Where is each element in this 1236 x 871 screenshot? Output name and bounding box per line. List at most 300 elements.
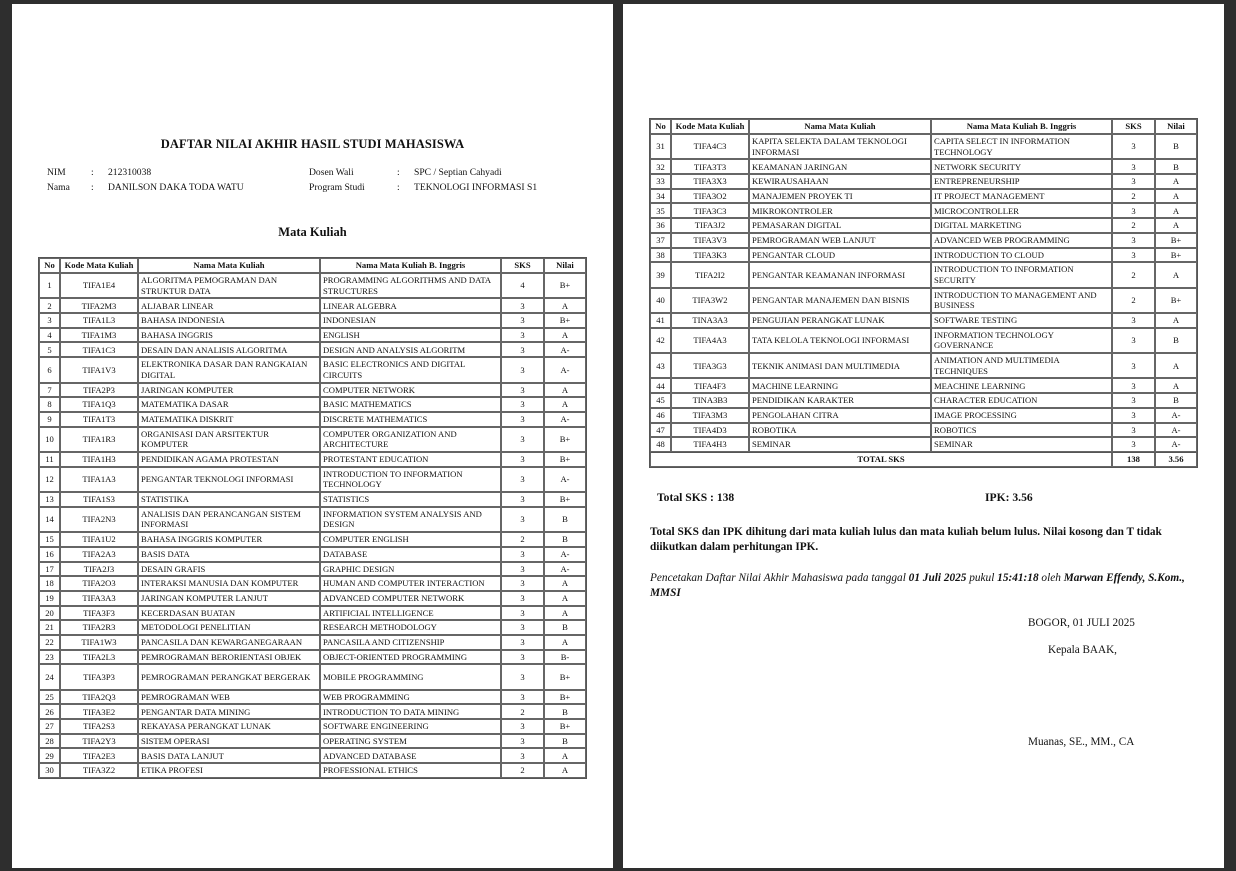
cell-sks: 3 <box>501 562 544 577</box>
cell-grade: A <box>544 576 586 591</box>
cell-name-en: HUMAN AND COMPUTER INTERACTION <box>320 576 501 591</box>
cell-no: 34 <box>650 189 671 204</box>
cell-no: 48 <box>650 437 671 452</box>
separator: : <box>397 167 400 178</box>
signature-place-date: BOGOR, 01 JULI 2025 <box>1028 617 1135 629</box>
cell-no: 47 <box>650 423 671 438</box>
cell-no: 21 <box>39 620 60 635</box>
cell-sks: 3 <box>1112 203 1155 218</box>
cell-name-en: RESEARCH METHODOLOGY <box>320 620 501 635</box>
header-name: Nama Mata Kuliah <box>749 119 931 134</box>
cell-sks: 3 <box>501 342 544 357</box>
cell-grade: A <box>1155 378 1197 393</box>
cell-no: 19 <box>39 591 60 606</box>
printed-by: Marwan Effendy, S.Kom., MMSI <box>650 572 1185 599</box>
cell-grade: B <box>544 507 586 532</box>
print-note-prefix: Pencetakan Daftar Nilai Akhir Mahasiswa pada tanggal <box>650 572 909 584</box>
separator: : <box>397 182 400 193</box>
cell-code: TIFA4C3 <box>671 134 749 159</box>
cell-no: 24 <box>39 664 60 689</box>
total-sks: 138 <box>1112 452 1155 467</box>
cell-grade: B+ <box>544 427 586 452</box>
cell-name-en: MOBILE PROGRAMMING <box>320 664 501 689</box>
cell-sks: 2 <box>1112 189 1155 204</box>
cell-no: 1 <box>39 273 60 298</box>
cell-no: 28 <box>39 734 60 749</box>
cell-sks: 3 <box>501 576 544 591</box>
cell-grade: B <box>1155 159 1197 174</box>
cell-no: 17 <box>39 562 60 577</box>
print-time: 15:41:18 <box>997 572 1039 584</box>
cell-no: 41 <box>650 313 671 328</box>
cell-name-en: INTRODUCTION TO INFORMATION SECURITY <box>931 262 1112 287</box>
cell-name: BAHASA INGGRIS <box>138 328 320 343</box>
cell-grade: B <box>1155 328 1197 353</box>
cell-name-en: LINEAR ALGEBRA <box>320 298 501 313</box>
cell-name: PENGANTAR MANAJEMEN DAN BISNIS <box>749 288 931 313</box>
cell-grade: A- <box>544 412 586 427</box>
cell-no: 4 <box>39 328 60 343</box>
cell-grade: A <box>1155 174 1197 189</box>
table-row <box>650 189 1197 204</box>
table-row <box>650 423 1197 438</box>
table-row <box>39 620 586 635</box>
table-row <box>39 690 586 705</box>
cell-no: 18 <box>39 576 60 591</box>
cell-no: 22 <box>39 635 60 650</box>
table-body <box>39 273 586 778</box>
cell-no: 26 <box>39 704 60 719</box>
cell-grade: A- <box>1155 423 1197 438</box>
total-row <box>650 452 1197 467</box>
table-row <box>39 492 586 507</box>
cell-no: 14 <box>39 507 60 532</box>
cell-name-en: COMPUTER NETWORK <box>320 383 501 398</box>
cell-sks: 3 <box>1112 328 1155 353</box>
table-header-row <box>39 258 586 273</box>
table-row <box>39 635 586 650</box>
cell-name-en: INDONESIAN <box>320 313 501 328</box>
cell-sks: 3 <box>501 650 544 665</box>
cell-name: ALGORITMA PEMOGRAMAN DAN STRUKTUR DATA <box>138 273 320 298</box>
cell-no: 20 <box>39 606 60 621</box>
cell-grade: B- <box>544 650 586 665</box>
cell-code: TIFA3K3 <box>671 248 749 263</box>
table-row <box>39 397 586 412</box>
grades-table-page-1 <box>38 257 587 779</box>
cell-no: 6 <box>39 357 60 382</box>
cell-sks: 2 <box>501 532 544 547</box>
cell-name: PEMROGRAMAN PERANGKAT BERGERAK <box>138 664 320 689</box>
cell-no: 39 <box>650 262 671 287</box>
cell-name: PENDIDIKAN AGAMA PROTESTAN <box>138 452 320 467</box>
nim-label: NIM <box>47 167 66 178</box>
cell-name: PEMROGRAMAN BERORIENTASI OBJEK <box>138 650 320 665</box>
cell-name: ROBOTIKA <box>749 423 931 438</box>
cell-code: TIFA1M3 <box>60 328 138 343</box>
cell-sks: 3 <box>1112 248 1155 263</box>
cell-name-en: COMPUTER ENGLISH <box>320 532 501 547</box>
cell-name: STATISTIKA <box>138 492 320 507</box>
cell-sks: 3 <box>1112 378 1155 393</box>
cell-name: DESAIN GRAFIS <box>138 562 320 577</box>
cell-grade: B+ <box>544 273 586 298</box>
cell-no: 42 <box>650 328 671 353</box>
cell-name: JARINGAN KOMPUTER <box>138 383 320 398</box>
separator: : <box>91 182 94 193</box>
cell-sks: 2 <box>1112 262 1155 287</box>
cell-sks: 3 <box>501 690 544 705</box>
cell-sks: 3 <box>1112 233 1155 248</box>
cell-name-en: DESIGN AND ANALYSIS ALGORITM <box>320 342 501 357</box>
cell-no: 37 <box>650 233 671 248</box>
cell-no: 2 <box>39 298 60 313</box>
cell-name-en: STATISTICS <box>320 492 501 507</box>
cell-sks: 3 <box>501 467 544 492</box>
cell-code: TIFA2O3 <box>60 576 138 591</box>
cell-name: PENGANTAR KEAMANAN INFORMASI <box>749 262 931 287</box>
cell-name: PENGANTAR DATA MINING <box>138 704 320 719</box>
cell-code: TIFA3C3 <box>671 203 749 218</box>
cell-sks: 3 <box>1112 408 1155 423</box>
table-row <box>39 383 586 398</box>
cell-code: TIFA2J3 <box>60 562 138 577</box>
cell-code: TIFA3V3 <box>671 233 749 248</box>
cell-name-en: CHARACTER EDUCATION <box>931 393 1112 408</box>
cell-no: 10 <box>39 427 60 452</box>
cell-no: 5 <box>39 342 60 357</box>
table-row <box>650 393 1197 408</box>
grades-table-page-2 <box>649 118 1198 468</box>
advisor-row <box>309 165 537 180</box>
cell-no: 25 <box>39 690 60 705</box>
cell-name-en: INTRODUCTION TO MANAGEMENT AND BUSINESS <box>931 288 1112 313</box>
cell-grade: A <box>544 748 586 763</box>
cell-code: TIFA3E2 <box>60 704 138 719</box>
cell-name: PEMROGRAMAN WEB LANJUT <box>749 233 931 248</box>
cell-grade: B+ <box>544 664 586 689</box>
cell-sks: 3 <box>501 748 544 763</box>
cell-code: TIFA1T3 <box>60 412 138 427</box>
cell-no: 3 <box>39 313 60 328</box>
cell-grade: A <box>544 591 586 606</box>
cell-code: TIFA2I2 <box>671 262 749 287</box>
document-page-2 <box>623 4 1224 868</box>
cell-name-en: INTRODUCTION TO INFORMATION TECHNOLOGY <box>320 467 501 492</box>
cell-name-en: ADVANCED COMPUTER NETWORK <box>320 591 501 606</box>
header-name: Nama Mata Kuliah <box>138 258 320 273</box>
table-row <box>39 532 586 547</box>
summary-ipk: IPK: 3.56 <box>985 491 1033 504</box>
cell-no: 13 <box>39 492 60 507</box>
cell-sks: 4 <box>501 273 544 298</box>
program-label: Program Studi <box>309 182 365 193</box>
cell-name: PENGOLAHAN CITRA <box>749 408 931 423</box>
cell-name: TEKNIK ANIMASI DAN MULTIMEDIA <box>749 353 931 378</box>
cell-name: ELEKTRONIKA DASAR DAN RANGKAIAN DIGITAL <box>138 357 320 382</box>
cell-code: TIFA3Z2 <box>60 763 138 778</box>
cell-grade: A- <box>544 547 586 562</box>
cell-grade: A <box>544 397 586 412</box>
cell-grade: A <box>544 383 586 398</box>
cell-no: 36 <box>650 218 671 233</box>
cell-name: PEMASARAN DIGITAL <box>749 218 931 233</box>
table-row <box>39 763 586 778</box>
header-sks: SKS <box>501 258 544 273</box>
nim-value: 212310038 <box>108 167 152 178</box>
cell-grade: A <box>544 606 586 621</box>
cell-grade: A <box>544 635 586 650</box>
nim-row <box>47 165 244 180</box>
cell-sks: 2 <box>1112 218 1155 233</box>
cell-grade: B+ <box>1155 288 1197 313</box>
cell-code: TIFA3M3 <box>671 408 749 423</box>
cell-name: BASIS DATA <box>138 547 320 562</box>
table-row <box>39 562 586 577</box>
table-row <box>39 664 586 689</box>
cell-no: 45 <box>650 393 671 408</box>
cell-name: JARINGAN KOMPUTER LANJUT <box>138 591 320 606</box>
cell-sks: 3 <box>501 298 544 313</box>
table-row <box>650 233 1197 248</box>
table-row <box>650 262 1197 287</box>
cell-sks: 3 <box>501 606 544 621</box>
cell-sks: 3 <box>501 313 544 328</box>
cell-grade: B+ <box>544 719 586 734</box>
cell-code: TINA3B3 <box>671 393 749 408</box>
cell-code: TIFA1U2 <box>60 532 138 547</box>
cell-sks: 3 <box>501 492 544 507</box>
cell-name: KEWIRAUSAHAAN <box>749 174 931 189</box>
cell-grade: B+ <box>1155 233 1197 248</box>
cell-grade: B <box>544 734 586 749</box>
cell-name-en: OBJECT-ORIENTED PROGRAMMING <box>320 650 501 665</box>
cell-name-en: ANIMATION AND MULTIMEDIA TECHNIQUES <box>931 353 1112 378</box>
cell-sks: 3 <box>501 664 544 689</box>
header-no: No <box>650 119 671 134</box>
cell-name: BAHASA INDONESIA <box>138 313 320 328</box>
cell-name: MIKROKONTROLER <box>749 203 931 218</box>
table-row <box>39 357 586 382</box>
cell-code: TIFA3O2 <box>671 189 749 204</box>
cell-sks: 3 <box>501 620 544 635</box>
cell-name: BAHASA INGGRIS KOMPUTER <box>138 532 320 547</box>
table-row <box>39 734 586 749</box>
cell-grade: A- <box>1155 408 1197 423</box>
cell-grade: B+ <box>1155 248 1197 263</box>
section-title: Mata Kuliah <box>278 225 347 239</box>
cell-sks: 2 <box>501 763 544 778</box>
cell-code: TIFA2P3 <box>60 383 138 398</box>
cell-grade: A- <box>544 467 586 492</box>
cell-name: TATA KELOLA TEKNOLOGI INFORMASI <box>749 328 931 353</box>
cell-no: 44 <box>650 378 671 393</box>
cell-name: PENDIDIKAN KARAKTER <box>749 393 931 408</box>
cell-no: 35 <box>650 203 671 218</box>
cell-code: TIFA4A3 <box>671 328 749 353</box>
cell-name-en: GRAPHIC DESIGN <box>320 562 501 577</box>
cell-sks: 3 <box>1112 134 1155 159</box>
table-row <box>650 437 1197 452</box>
cell-name: ETIKA PROFESI <box>138 763 320 778</box>
cell-code: TIFA1H3 <box>60 452 138 467</box>
cell-name-en: SEMINAR <box>931 437 1112 452</box>
document-title: DAFTAR NILAI AKHIR HASIL STUDI MAHASISWA <box>160 137 465 151</box>
cell-name-en: INTRODUCTION TO DATA MINING <box>320 704 501 719</box>
cell-code: TIFA3P3 <box>60 664 138 689</box>
cell-name-en: INTRODUCTION TO CLOUD <box>931 248 1112 263</box>
cell-grade: A <box>1155 189 1197 204</box>
header-name-en: Nama Mata Kuliah B. Inggris <box>320 258 501 273</box>
cell-grade: A <box>1155 262 1197 287</box>
cell-sks: 3 <box>1112 174 1155 189</box>
cell-name: MATEMATIKA DISKRIT <box>138 412 320 427</box>
header-code: Kode Mata Kuliah <box>60 258 138 273</box>
cell-no: 29 <box>39 748 60 763</box>
cell-grade: B <box>544 532 586 547</box>
cell-sks: 3 <box>501 507 544 532</box>
cell-name-en: MEACHINE LEARNING <box>931 378 1112 393</box>
cell-sks: 3 <box>1112 423 1155 438</box>
cell-code: TIFA3F3 <box>60 606 138 621</box>
print-note-mid: pukul <box>966 572 998 584</box>
cell-no: 43 <box>650 353 671 378</box>
cell-sks: 3 <box>501 452 544 467</box>
cell-no: 46 <box>650 408 671 423</box>
cell-name: KAPITA SELEKTA DALAM TEKNOLOGI INFORMASI <box>749 134 931 159</box>
cell-name-en: ADVANCED WEB PROGRAMMING <box>931 233 1112 248</box>
cell-name: REKAYASA PERANGKAT LUNAK <box>138 719 320 734</box>
cell-no: 7 <box>39 383 60 398</box>
table-row <box>39 748 586 763</box>
header-grade: Nilai <box>1155 119 1197 134</box>
cell-name-en: INFORMATION SYSTEM ANALYSIS AND DESIGN <box>320 507 501 532</box>
cell-name: ORGANISASI DAN ARSITEKTUR KOMPUTER <box>138 427 320 452</box>
cell-sks: 3 <box>501 357 544 382</box>
cell-code: TIFA2L3 <box>60 650 138 665</box>
cell-grade: A <box>1155 353 1197 378</box>
table-row <box>39 591 586 606</box>
header-sks: SKS <box>1112 119 1155 134</box>
ipk-calculation-note: Total SKS dan IPK dihitung dari mata kuliah lulus dan mata kuliah belum lulus. Nilai kosong dan T tidak diikutkan dalam perhitungan IPK. <box>650 526 1162 553</box>
signature-role: Kepala BAAK, <box>1048 644 1117 656</box>
student-info-right <box>309 165 537 195</box>
cell-name-en: DISCRETE MATHEMATICS <box>320 412 501 427</box>
cell-code: TIFA3J2 <box>671 218 749 233</box>
cell-name: BASIS DATA LANJUT <box>138 748 320 763</box>
total-label: TOTAL SKS <box>650 452 1112 467</box>
name-value: DANILSON DAKA TODA WATU <box>108 182 244 193</box>
cell-no: 23 <box>39 650 60 665</box>
cell-code: TIFA4F3 <box>671 378 749 393</box>
table-row <box>650 328 1197 353</box>
cell-name: SISTEM OPERASI <box>138 734 320 749</box>
cell-name-en: SOFTWARE TESTING <box>931 313 1112 328</box>
cell-name-en: ENTREPRENEURSHIP <box>931 174 1112 189</box>
cell-name-en: DIGITAL MARKETING <box>931 218 1112 233</box>
advisor-label: Dosen Wali <box>309 167 354 178</box>
name-row <box>47 180 244 195</box>
cell-code: TINA3A3 <box>671 313 749 328</box>
cell-name: PEMROGRAMAN WEB <box>138 690 320 705</box>
cell-name-en: ADVANCED DATABASE <box>320 748 501 763</box>
table-row <box>39 719 586 734</box>
table-row <box>650 313 1197 328</box>
cell-no: 12 <box>39 467 60 492</box>
cell-code: TIFA1R3 <box>60 427 138 452</box>
table-row <box>39 273 586 298</box>
table-row <box>39 606 586 621</box>
cell-sks: 3 <box>501 383 544 398</box>
table-row <box>39 507 586 532</box>
cell-no: 8 <box>39 397 60 412</box>
signature-signer: Muanas, SE., MM., CA <box>1028 736 1135 748</box>
table-row <box>650 134 1197 159</box>
cell-name-en: ENGLISH <box>320 328 501 343</box>
cell-code: TIFA3W2 <box>671 288 749 313</box>
name-label: Nama <box>47 182 70 193</box>
cell-grade: A <box>544 298 586 313</box>
cell-name: MATEMATIKA DASAR <box>138 397 320 412</box>
cell-grade: B <box>544 620 586 635</box>
cell-grade: A <box>544 763 586 778</box>
cell-code: TIFA2Y3 <box>60 734 138 749</box>
cell-sks: 3 <box>501 412 544 427</box>
cell-name: METODOLOGI PENELITIAN <box>138 620 320 635</box>
cell-name-en: ARTIFICIAL INTELLIGENCE <box>320 606 501 621</box>
cell-sks: 3 <box>1112 353 1155 378</box>
cell-code: TIFA1A3 <box>60 467 138 492</box>
table-row <box>39 328 586 343</box>
table-row <box>650 248 1197 263</box>
table-row <box>39 313 586 328</box>
separator: : <box>91 167 94 178</box>
cell-sks: 3 <box>1112 393 1155 408</box>
cell-grade: B <box>1155 393 1197 408</box>
summary-total-sks: Total SKS : 138 <box>657 491 735 504</box>
cell-grade: A <box>1155 203 1197 218</box>
cell-no: 11 <box>39 452 60 467</box>
student-info-left <box>47 165 244 195</box>
cell-sks: 3 <box>501 734 544 749</box>
cell-name: PANCASILA DAN KEWARGANEGARAAN <box>138 635 320 650</box>
cell-code: TIFA3X3 <box>671 174 749 189</box>
cell-name-en: DATABASE <box>320 547 501 562</box>
cell-sks: 3 <box>1112 159 1155 174</box>
cell-no: 15 <box>39 532 60 547</box>
cell-name-en: IT PROJECT MANAGEMENT <box>931 189 1112 204</box>
table-row <box>39 342 586 357</box>
cell-name-en: ROBOTICS <box>931 423 1112 438</box>
cell-code: TIFA1S3 <box>60 492 138 507</box>
cell-grade: A- <box>544 357 586 382</box>
cell-code: TIFA2N3 <box>60 507 138 532</box>
cell-name: PENGUJIAN PERANGKAT LUNAK <box>749 313 931 328</box>
header-grade: Nilai <box>544 258 586 273</box>
cell-no: 32 <box>650 159 671 174</box>
cell-name: ANALISIS DAN PERANCANGAN SISTEM INFORMASI <box>138 507 320 532</box>
cell-sks: 3 <box>501 328 544 343</box>
cell-name-en: PROFESSIONAL ETHICS <box>320 763 501 778</box>
cell-no: 38 <box>650 248 671 263</box>
program-row <box>309 180 537 195</box>
header-name-en: Nama Mata Kuliah B. Inggris <box>931 119 1112 134</box>
cell-grade: B <box>1155 134 1197 159</box>
cell-code: TIFA3A3 <box>60 591 138 606</box>
cell-sks: 2 <box>501 704 544 719</box>
table-row <box>39 704 586 719</box>
cell-name: INTERAKSI MANUSIA DAN KOMPUTER <box>138 576 320 591</box>
